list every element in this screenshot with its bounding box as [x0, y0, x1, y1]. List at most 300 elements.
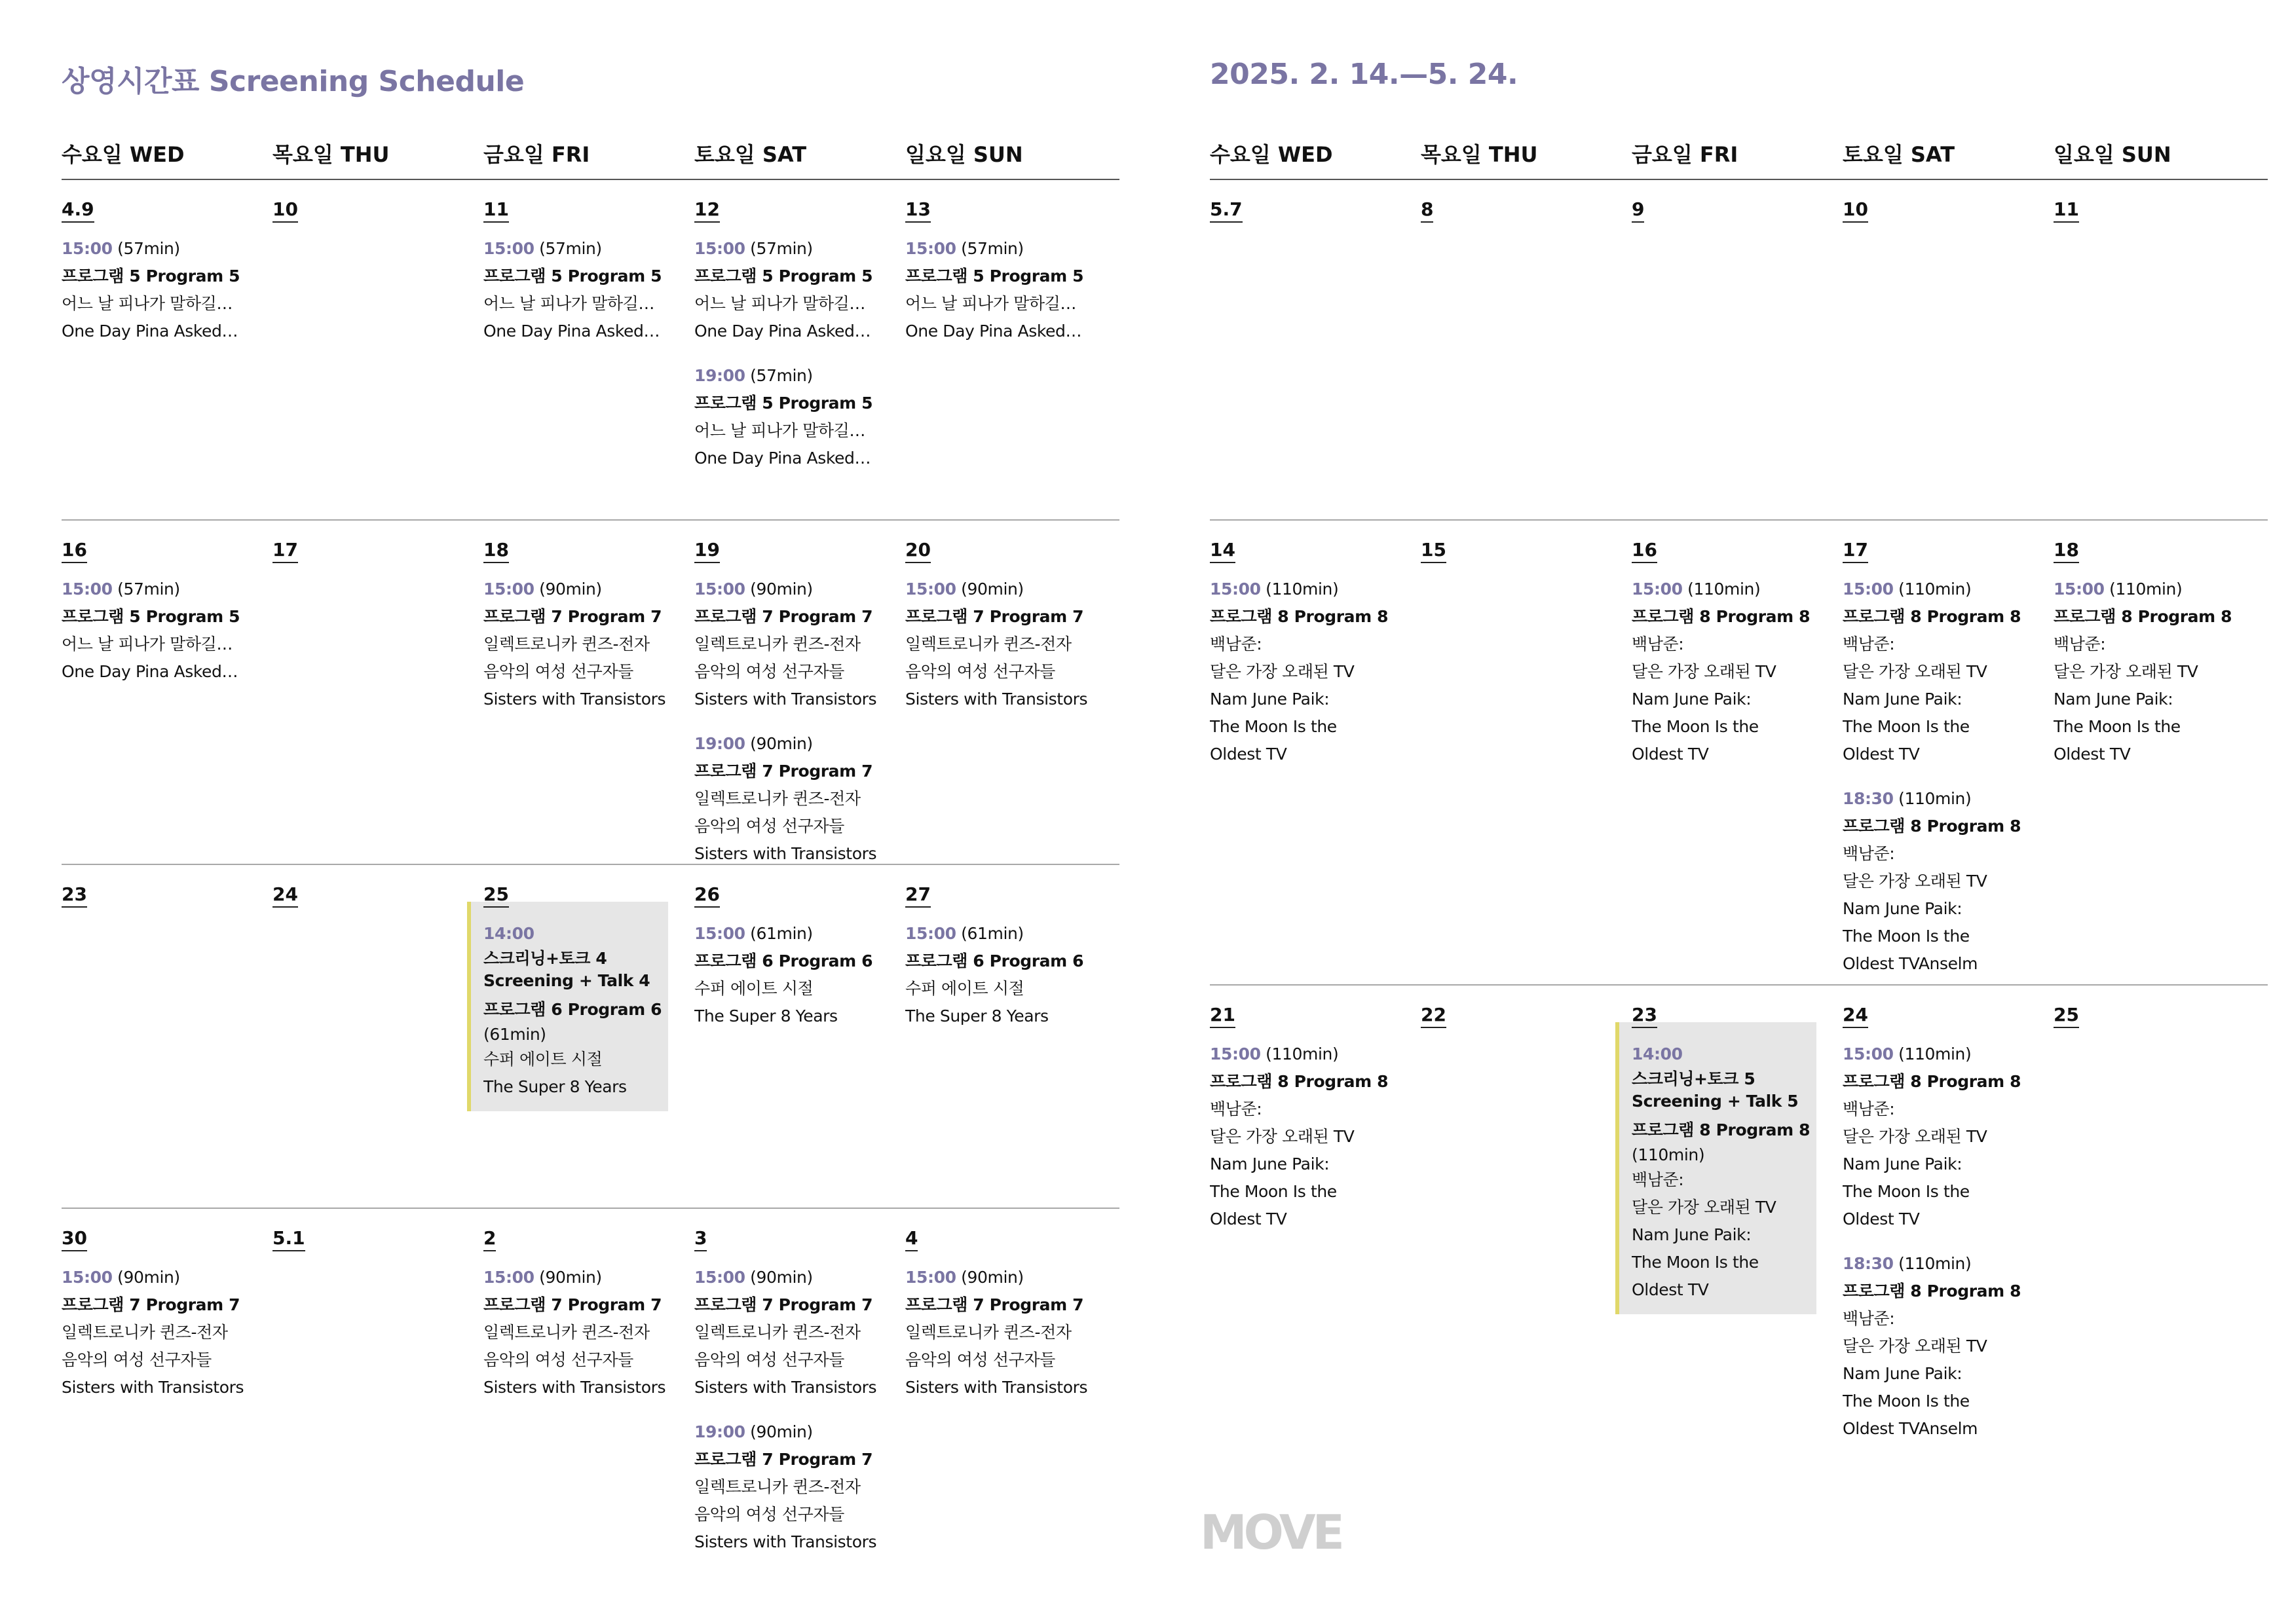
- time-line: [905, 235, 1102, 263]
- program-name: 프로그램 8 Program 8: [2054, 607, 2232, 626]
- film-title-line: Nam June Paik:: [1843, 1364, 1962, 1383]
- date-number: 25: [483, 883, 509, 908]
- film-title-line: Nam June Paik:: [2054, 690, 2173, 709]
- event-list: [1632, 576, 1828, 785]
- weekday-header: 수요일 WED: [62, 142, 185, 167]
- time-line: [694, 362, 891, 390]
- time-line: [1210, 576, 1406, 603]
- event-time: 14:00: [1632, 1044, 1683, 1063]
- program-name: 프로그램 7 Program 7: [694, 762, 873, 781]
- program-name: 프로그램 6 Program 6: [694, 951, 873, 970]
- day-cell: [1632, 521, 1828, 992]
- film-title-line: 백남준:: [1843, 635, 1895, 654]
- screening-duration: (110min): [1260, 1044, 1339, 1063]
- day-cell: [483, 1209, 680, 1549]
- time-line: [1843, 576, 2039, 603]
- screening-time: 15:00: [1843, 1044, 1894, 1063]
- time-line: [1843, 785, 2039, 813]
- date-number: 23: [1632, 1004, 1657, 1028]
- screening-entry: [694, 1264, 891, 1401]
- screening-time: 15:00: [1210, 580, 1261, 599]
- film-title-line: 음악의 여성 선구자들: [62, 1350, 212, 1369]
- day-cell: [1421, 521, 1617, 992]
- film-title-line: The Moon Is the: [1210, 1182, 1337, 1201]
- screening-duration: (57min): [534, 239, 602, 258]
- day-cell: [483, 865, 680, 1209]
- film-title-line: 달은 가장 오래된 TV: [1843, 872, 1987, 891]
- week-row: [1210, 984, 2268, 1444]
- event-list: [1210, 576, 1406, 785]
- event-list: [483, 576, 680, 730]
- program-name: 프로그램 7 Program 7: [694, 1450, 873, 1469]
- event-list: [905, 576, 1102, 730]
- program-name: 프로그램 6 Program 6: [483, 1000, 662, 1019]
- screening-time: 15:00: [483, 239, 535, 258]
- date-number: 11: [483, 198, 509, 223]
- event-list: [1210, 1041, 1406, 1250]
- date-number: 10: [1843, 198, 1868, 223]
- week-row: [1210, 519, 2268, 992]
- program-name: 프로그램 8 Program 8: [1843, 1282, 2021, 1301]
- film-title-line: Sisters with Transistors: [905, 1378, 1088, 1397]
- film-title-line: 일렉트로니카 퀸즈-전자: [905, 635, 1072, 654]
- film-title-line: 달은 가장 오래된 TV: [1632, 662, 1776, 681]
- screening-duration: (61min): [745, 924, 813, 943]
- film-title-line: Nam June Paik:: [1632, 690, 1752, 709]
- film-title-line: 어느 날 피나가 말하길…: [62, 294, 233, 313]
- event-list: [483, 235, 680, 362]
- film-title-line: 일렉트로니카 퀸즈-전자: [694, 1323, 861, 1342]
- film-title-line: 달은 가장 오래된 TV: [1843, 1337, 1987, 1356]
- program-name: 프로그램 7 Program 7: [694, 1295, 873, 1314]
- date-number: 11: [2054, 198, 2079, 223]
- weekday-header: 목요일 THU: [272, 142, 390, 167]
- screening-time: 15:00: [905, 1268, 956, 1287]
- film-title-line: Sisters with Transistors: [483, 1378, 666, 1397]
- time-line: [694, 920, 891, 948]
- day-cell: [62, 521, 258, 864]
- film-title-line: The Moon Is the: [1843, 1182, 1970, 1201]
- film-title-line: 일렉트로니카 퀸즈-전자: [694, 1477, 861, 1496]
- film-title-line: Nam June Paik:: [1210, 690, 1330, 709]
- screening-entry: [2054, 576, 2250, 768]
- time-line: [62, 576, 258, 603]
- screening-entry: [694, 920, 891, 1030]
- film-title-line: Nam June Paik:: [1843, 1154, 1962, 1173]
- film-title-line: 어느 날 피나가 말하길…: [694, 421, 865, 440]
- day-cell: [905, 521, 1102, 864]
- film-title-line: The Moon Is the: [1210, 717, 1337, 736]
- event-list: [483, 1264, 680, 1418]
- screening-duration: (90min): [745, 1268, 813, 1287]
- event-list: [905, 920, 1102, 1047]
- film-title-line: Oldest TV: [1210, 1209, 1287, 1228]
- day-cell: [694, 1209, 891, 1549]
- film-title-line: 백남준:: [1843, 1099, 1895, 1118]
- weekday-header: 목요일 THU: [1421, 142, 1538, 167]
- film-title-line: 어느 날 피나가 말하길…: [694, 294, 865, 313]
- time-line: [483, 1264, 680, 1291]
- film-title-line: 음악의 여성 선구자들: [483, 1350, 633, 1369]
- date-number: 4: [905, 1227, 918, 1251]
- screening-time: 15:00: [483, 580, 535, 599]
- program-name: 프로그램 5 Program 5: [905, 267, 1084, 286]
- screening-entry: [1843, 1250, 2039, 1443]
- screening-time: 18:30: [1843, 1254, 1894, 1273]
- program-name: 프로그램 8 Program 8: [1843, 1072, 2021, 1091]
- program-name: 프로그램 8 Program 8: [1632, 1120, 1811, 1139]
- film-title-line: Nam June Paik:: [1843, 899, 1962, 918]
- schedule-panel-right: [1210, 134, 2268, 1438]
- day-cell: [1632, 986, 1828, 1444]
- film-title-line: Sisters with Transistors: [483, 690, 666, 709]
- program-name: 프로그램 5 Program 5: [483, 267, 662, 286]
- time-line: [1843, 1250, 2039, 1278]
- film-title-line: Sisters with Transistors: [694, 690, 877, 709]
- event-list: [694, 576, 891, 885]
- film-title-line: 일렉트로니카 퀸즈-전자: [483, 1323, 650, 1342]
- screening-time: 15:00: [905, 580, 956, 599]
- weekday-header-row: [1210, 134, 2268, 180]
- weekday-header: 일요일 SUN: [905, 142, 1023, 167]
- film-title-line: 음악의 여성 선구자들: [905, 662, 1055, 681]
- screening-duration: (90min): [745, 580, 813, 599]
- screening-entry: [483, 235, 680, 345]
- film-title-line: The Moon Is the: [1843, 717, 1970, 736]
- day-cell: [62, 865, 258, 1209]
- film-title-line: 백남준:: [1843, 1309, 1895, 1328]
- schedule-panel-left: [62, 134, 1119, 1551]
- screening-entry: [1210, 576, 1406, 768]
- day-cell: [694, 865, 891, 1209]
- week-row: [1210, 180, 2268, 480]
- time-line: [905, 1264, 1102, 1291]
- film-title-line: 달은 가장 오래된 TV: [1632, 1198, 1776, 1217]
- event-list: [905, 235, 1102, 362]
- screening-time: 15:00: [62, 239, 113, 258]
- film-title-line: Sisters with Transistors: [694, 1532, 877, 1551]
- screening-time: 19:00: [694, 366, 745, 385]
- event-duration: (61min): [483, 1025, 546, 1044]
- time-line: [694, 576, 891, 603]
- date-number: 17: [272, 539, 298, 563]
- date-number: 5.7: [1210, 198, 1243, 223]
- day-cell: [694, 521, 891, 864]
- event-list: [483, 920, 680, 1101]
- day-cell: [1421, 986, 1617, 1444]
- screening-duration: (110min): [1682, 580, 1761, 599]
- date-number: 18: [483, 539, 509, 563]
- screening-duration: (110min): [1893, 580, 1972, 599]
- program-name: 프로그램 6 Program 6: [905, 951, 1084, 970]
- date-number: 16: [1632, 539, 1657, 563]
- screening-entry: [694, 1418, 891, 1556]
- screening-duration: (90min): [534, 1268, 602, 1287]
- film-title-line: 수퍼 에이트 시절: [694, 979, 814, 998]
- day-cell: [1843, 986, 2039, 1444]
- week-row: [62, 1208, 1119, 1549]
- day-cell: [483, 521, 680, 864]
- date-number: 25: [2054, 1004, 2079, 1028]
- program-name: 프로그램 5 Program 5: [62, 607, 240, 626]
- day-cell: [272, 865, 469, 1209]
- program-name: 프로그램 7 Program 7: [694, 607, 873, 626]
- film-title-line: 음악의 여성 선구자들: [905, 1350, 1055, 1369]
- program-name: 프로그램 7 Program 7: [905, 1295, 1084, 1314]
- screening-entry: [62, 576, 258, 686]
- screening-entry: [483, 1264, 680, 1401]
- day-cell: [483, 180, 680, 480]
- date-number: 22: [1421, 1004, 1446, 1028]
- film-title-line: Oldest TV: [1843, 1209, 1920, 1228]
- time-line: [2054, 576, 2250, 603]
- film-title-line: The Moon Is the: [1632, 717, 1759, 736]
- day-cell: [1421, 180, 1617, 480]
- day-cell: [1210, 521, 1406, 992]
- date-number: 23: [62, 883, 87, 908]
- day-cell: [694, 180, 891, 480]
- film-title-line: The Moon Is the: [1843, 1392, 1970, 1411]
- screening-duration: (110min): [1893, 1044, 1972, 1063]
- screening-entry: [694, 576, 891, 713]
- time-line: [483, 576, 680, 603]
- program-name: 프로그램 8 Program 8: [1843, 607, 2021, 626]
- screening-duration: (90min): [534, 580, 602, 599]
- film-title-line: Sisters with Transistors: [62, 1378, 244, 1397]
- screening-duration: (57min): [956, 239, 1024, 258]
- screening-time: 15:00: [1210, 1044, 1261, 1063]
- screening-time: 19:00: [694, 734, 745, 753]
- weekday-header: 금요일 FRI: [483, 142, 590, 167]
- page-title-left: 상영시간표 Screening Schedule: [62, 65, 525, 98]
- film-title-line: 음악의 여성 선구자들: [694, 662, 844, 681]
- date-number: 20: [905, 539, 931, 563]
- film-title-line: 일렉트로니카 퀸즈-전자: [483, 635, 650, 654]
- event-list: [62, 576, 258, 703]
- time-line: [905, 576, 1102, 603]
- film-title-line: 달은 가장 오래된 TV: [1210, 1127, 1355, 1146]
- day-cell: [272, 521, 469, 864]
- film-title-line: Sisters with Transistors: [905, 690, 1088, 709]
- film-title-line: 백남준:: [1210, 1099, 1262, 1118]
- date-number: 16: [62, 539, 87, 563]
- date-number: 24: [272, 883, 298, 908]
- day-cell: [1210, 180, 1406, 480]
- screening-duration: (90min): [112, 1268, 180, 1287]
- film-title-line: Nam June Paik:: [1210, 1154, 1330, 1173]
- screening-time: 15:00: [694, 580, 745, 599]
- weekday-header: 수요일 WED: [1210, 142, 1333, 167]
- screening-duration: (90min): [745, 1422, 813, 1441]
- film-title-line: One Day Pina Asked…: [694, 449, 871, 468]
- film-title-line: 일렉트로니카 퀸즈-전자: [694, 635, 861, 654]
- event-list: [694, 920, 891, 1047]
- event-list: [1843, 1041, 2039, 1460]
- film-title-line: One Day Pina Asked…: [62, 662, 238, 681]
- screening-entry: [694, 362, 891, 472]
- film-title-line: The Moon Is the: [1843, 927, 1970, 946]
- film-title-line: Oldest TV: [1843, 745, 1920, 764]
- event-list: [62, 1264, 258, 1418]
- film-title-line: 달은 가장 오래된 TV: [1843, 1127, 1987, 1146]
- time-line: [694, 1264, 891, 1291]
- screening-time: 15:00: [1632, 580, 1683, 599]
- date-number: 18: [2054, 539, 2079, 563]
- weekday-header: 일요일 SUN: [2054, 142, 2171, 167]
- program-name: 프로그램 7 Program 7: [905, 607, 1084, 626]
- date-number: 4.9: [62, 198, 94, 223]
- talk-title-en: Screening + Talk 4: [483, 971, 650, 990]
- film-title-line: The Super 8 Years: [483, 1077, 627, 1096]
- date-number: 9: [1632, 198, 1644, 223]
- screening-time: 15:00: [905, 924, 956, 943]
- screening-duration: (110min): [1260, 580, 1339, 599]
- day-cell: [272, 180, 469, 480]
- screening-entry: [905, 235, 1102, 345]
- film-title-line: 음악의 여성 선구자들: [694, 817, 844, 836]
- film-title-line: 일렉트로니카 퀸즈-전자: [694, 789, 861, 808]
- date-number: 19: [694, 539, 720, 563]
- film-title-line: One Day Pina Asked…: [62, 322, 238, 341]
- film-title-line: Nam June Paik:: [1632, 1225, 1752, 1244]
- film-title-line: 일렉트로니카 퀸즈-전자: [62, 1323, 228, 1342]
- week-row: [62, 519, 1119, 864]
- day-cell: [1843, 521, 2039, 992]
- film-title-line: Oldest TVAnselm: [1843, 1419, 1978, 1438]
- screening-time: 15:00: [694, 239, 745, 258]
- talk-title-en: Screening + Talk 5: [1632, 1092, 1799, 1111]
- screening-entry: [62, 1264, 258, 1401]
- film-title-line: 달은 가장 오래된 TV: [1843, 662, 1987, 681]
- screening-entry: [694, 235, 891, 345]
- date-number: 17: [1843, 539, 1868, 563]
- event-time: 14:00: [483, 924, 535, 943]
- screening-time: 15:00: [483, 1268, 535, 1287]
- film-title-line: 어느 날 피나가 말하길…: [905, 294, 1076, 313]
- talk-title-ko: 스크리닝+토크 5: [1632, 1069, 1755, 1088]
- film-title-line: The Moon Is the: [1632, 1253, 1759, 1272]
- date-number: 12: [694, 198, 720, 223]
- screening-entry: [483, 576, 680, 713]
- day-cell: [905, 1209, 1102, 1549]
- date-number: 8: [1421, 198, 1433, 223]
- screening-time: 15:00: [62, 580, 113, 599]
- screening-entry: [694, 730, 891, 868]
- screening-duration: (57min): [745, 366, 813, 385]
- day-cell: [272, 1209, 469, 1549]
- screening-duration: (61min): [956, 924, 1024, 943]
- day-cell: [1632, 180, 1828, 480]
- program-name: 프로그램 5 Program 5: [694, 394, 873, 413]
- program-name: 프로그램 7 Program 7: [483, 1295, 662, 1314]
- film-title-line: One Day Pina Asked…: [483, 322, 660, 341]
- day-cell: [905, 865, 1102, 1209]
- week-row: [62, 864, 1119, 1209]
- film-title-line: Sisters with Transistors: [694, 844, 877, 863]
- time-line: [694, 1418, 891, 1446]
- date-number: 15: [1421, 539, 1446, 563]
- event-list: [694, 1264, 891, 1573]
- day-cell: [2054, 986, 2250, 1444]
- page-title-right: 2025. 2. 14.—5. 24.: [1210, 58, 1518, 91]
- event-list: [62, 235, 258, 362]
- screening-time: 15:00: [62, 1268, 113, 1287]
- program-name: 프로그램 8 Program 8: [1210, 607, 1389, 626]
- film-title-line: 백남준:: [1632, 1170, 1684, 1189]
- screening-time: 15:00: [1843, 580, 1894, 599]
- time-line: [694, 730, 891, 758]
- screening-duration: (110min): [1893, 1254, 1972, 1273]
- screening-entry: [1210, 1041, 1406, 1233]
- film-title-line: Oldest TVAnselm: [1843, 954, 1978, 973]
- event-list: [2054, 576, 2250, 785]
- date-number: 13: [905, 198, 931, 223]
- screening-entry: [905, 920, 1102, 1030]
- screening-entry: [1843, 576, 2039, 768]
- move-logo: MOVE: [1200, 1505, 1342, 1560]
- program-name: 프로그램 5 Program 5: [694, 267, 873, 286]
- screening-duration: (57min): [112, 239, 180, 258]
- film-title-line: 음악의 여성 선구자들: [694, 1350, 844, 1369]
- film-title-line: The Super 8 Years: [905, 1006, 1049, 1025]
- time-line: [62, 1264, 258, 1291]
- program-name: 프로그램 5 Program 5: [62, 267, 240, 286]
- time-line: [905, 920, 1102, 948]
- film-title-line: 어느 날 피나가 말하길…: [483, 294, 654, 313]
- screening-duration: (57min): [745, 239, 813, 258]
- screening-time: 15:00: [905, 239, 956, 258]
- day-cell: [62, 1209, 258, 1549]
- date-number: 24: [1843, 1004, 1868, 1028]
- date-number: 27: [905, 883, 931, 908]
- screening-time: 15:00: [694, 1268, 745, 1287]
- program-name: 프로그램 8 Program 8: [1632, 607, 1811, 626]
- day-cell: [1843, 180, 2039, 480]
- weekday-header-row: [62, 134, 1119, 180]
- film-title-line: 백남준:: [1632, 635, 1684, 654]
- day-cell: [905, 180, 1102, 480]
- talk-title-ko: 스크리닝+토크 4: [483, 949, 607, 968]
- film-title-line: Oldest TV: [1210, 745, 1287, 764]
- program-name: 프로그램 7 Program 7: [483, 607, 662, 626]
- program-name: 프로그램 8 Program 8: [1210, 1072, 1389, 1091]
- date-number: 10: [272, 198, 298, 223]
- film-title-line: 수퍼 에이트 시절: [483, 1050, 603, 1069]
- screening-duration: (110min): [1893, 789, 1972, 808]
- event-duration: (110min): [1632, 1145, 1705, 1164]
- screening-duration: (90min): [745, 734, 813, 753]
- weekday-header: 토요일 SAT: [694, 142, 807, 167]
- screening-time: 15:00: [2054, 580, 2105, 599]
- screening-duration: (90min): [956, 1268, 1024, 1287]
- film-title-line: One Day Pina Asked…: [905, 322, 1082, 341]
- film-title-line: Oldest TV: [1632, 745, 1709, 764]
- screening-duration: (90min): [956, 580, 1024, 599]
- film-title-line: 백남준:: [1210, 635, 1262, 654]
- date-number: 5.1: [272, 1227, 305, 1251]
- screening-entry: [905, 1264, 1102, 1401]
- film-title-line: 백남준:: [1843, 844, 1895, 863]
- event-list: [694, 235, 891, 489]
- screening-entry: [1632, 576, 1828, 768]
- screening-entry: [1843, 1041, 2039, 1233]
- date-number: 2: [483, 1227, 496, 1251]
- day-cell: [2054, 521, 2250, 992]
- weekday-header: 토요일 SAT: [1843, 142, 1955, 167]
- weekday-header: 금요일 FRI: [1632, 142, 1738, 167]
- date-number: 26: [694, 883, 720, 908]
- time-line: [1210, 1041, 1406, 1068]
